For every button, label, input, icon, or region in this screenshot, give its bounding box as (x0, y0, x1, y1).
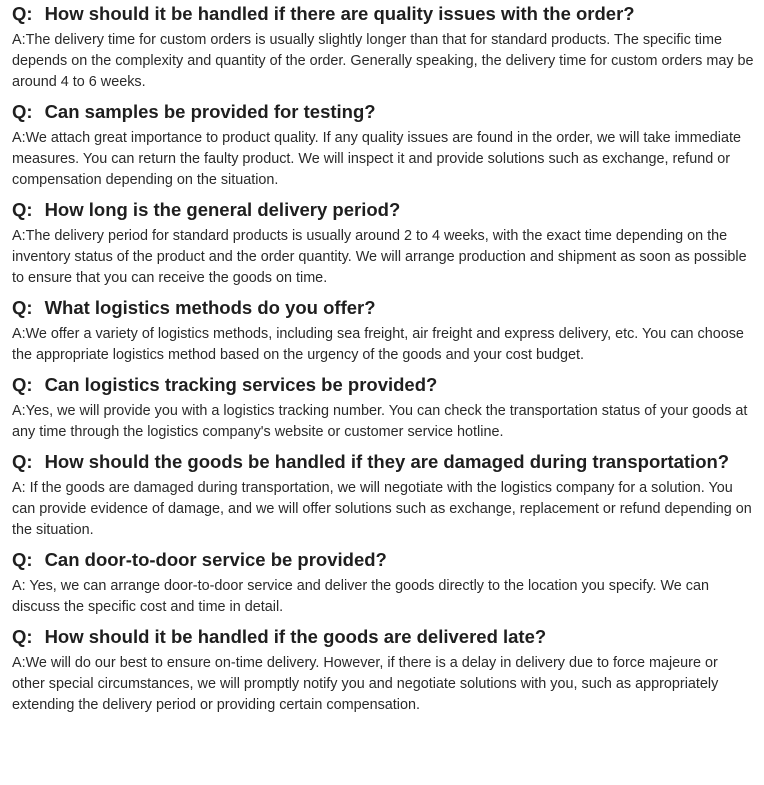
question-prefix: Q: (12, 101, 33, 122)
question-prefix: Q: (12, 549, 33, 570)
faq-answer: A:We will do our best to ensure on-time delivery. However, if there is a delay in delivery due to force majeure or other special circumstances, we will promptly notify you and negotiate solutions with you, such as appropriately extending the delivery period or providing certain compensation. (12, 655, 719, 713)
faq-item (12, 198, 754, 289)
question-text: How long is the general delivery period? (44, 199, 401, 220)
faq-item (12, 625, 754, 716)
faq-answer: A:Yes, we will provide you with a logistics tracking number. You can check the transportation status of your goods at any time through the logistics company's website or customer service hotline. (12, 403, 748, 440)
faq-answer: A:The delivery time for custom orders is usually slightly longer than that for standard products. The specific time depends on the complexity and quantity of the order. Generally speaking, the delivery time for custom orders may be around 4 to 6 weeks. (12, 32, 754, 90)
faq-question (12, 450, 754, 474)
faq-answer: A: If the goods are damaged during transportation, we will negotiate with the logistics company for a solution. You can provide evidence of damage, and we will offer solutions such as exchange, replacement or refund depending on the situation. (12, 480, 752, 538)
question-prefix: Q: (12, 626, 33, 647)
faq-question (12, 296, 754, 320)
question-prefix: Q: (12, 374, 33, 395)
question-prefix: Q: (12, 3, 33, 24)
faq-question (12, 548, 754, 572)
question-prefix: Q: (12, 297, 33, 318)
faq-answer: A:We offer a variety of logistics methods, including sea freight, air freight and express delivery, etc. You can choose the appropriate logistics method based on the urgency of the goods and your cost budget. (12, 326, 744, 363)
faq-question (12, 198, 754, 222)
faq-item (12, 296, 754, 366)
question-text: How should it be handled if the goods are delivered late? (44, 626, 547, 647)
faq-question (12, 100, 754, 124)
faq-item (12, 450, 754, 541)
question-text: Can logistics tracking services be provided? (44, 374, 438, 395)
faq-question (12, 373, 754, 397)
faq-question (12, 2, 754, 26)
faq-answer: A:The delivery period for standard products is usually around 2 to 4 weeks, with the exact time depending on the inventory status of the product and the order quantity. We will arrange production and shipment as soon as possible to ensure that you can receive the goods on time. (12, 228, 747, 286)
faq-item (12, 0, 754, 93)
question-text: Can samples be provided for testing? (44, 101, 376, 122)
question-text: How should it be handled if there are quality issues with the order? (44, 3, 635, 24)
faq-item (12, 548, 754, 618)
question-prefix: Q: (12, 199, 33, 220)
faq-answer: A:We attach great importance to product quality. If any quality issues are found in the order, we will take immediate measures. You can return the faulty product. We will inspect it and provide solutions such as exchange, refund or compensation depending on the situation. (12, 130, 741, 188)
question-text: How should the goods be handled if they are damaged during transportation? (44, 451, 730, 472)
faq-question (12, 625, 754, 649)
faq-item (12, 100, 754, 191)
question-prefix: Q: (12, 451, 33, 472)
faq-answer: A: Yes, we can arrange door-to-door service and deliver the goods directly to the location you specify. We can discuss the specific cost and time in detail. (12, 578, 710, 615)
question-text: What logistics methods do you offer? (44, 297, 376, 318)
faq-item (12, 373, 754, 443)
question-text: Can door-to-door service be provided? (44, 549, 387, 570)
